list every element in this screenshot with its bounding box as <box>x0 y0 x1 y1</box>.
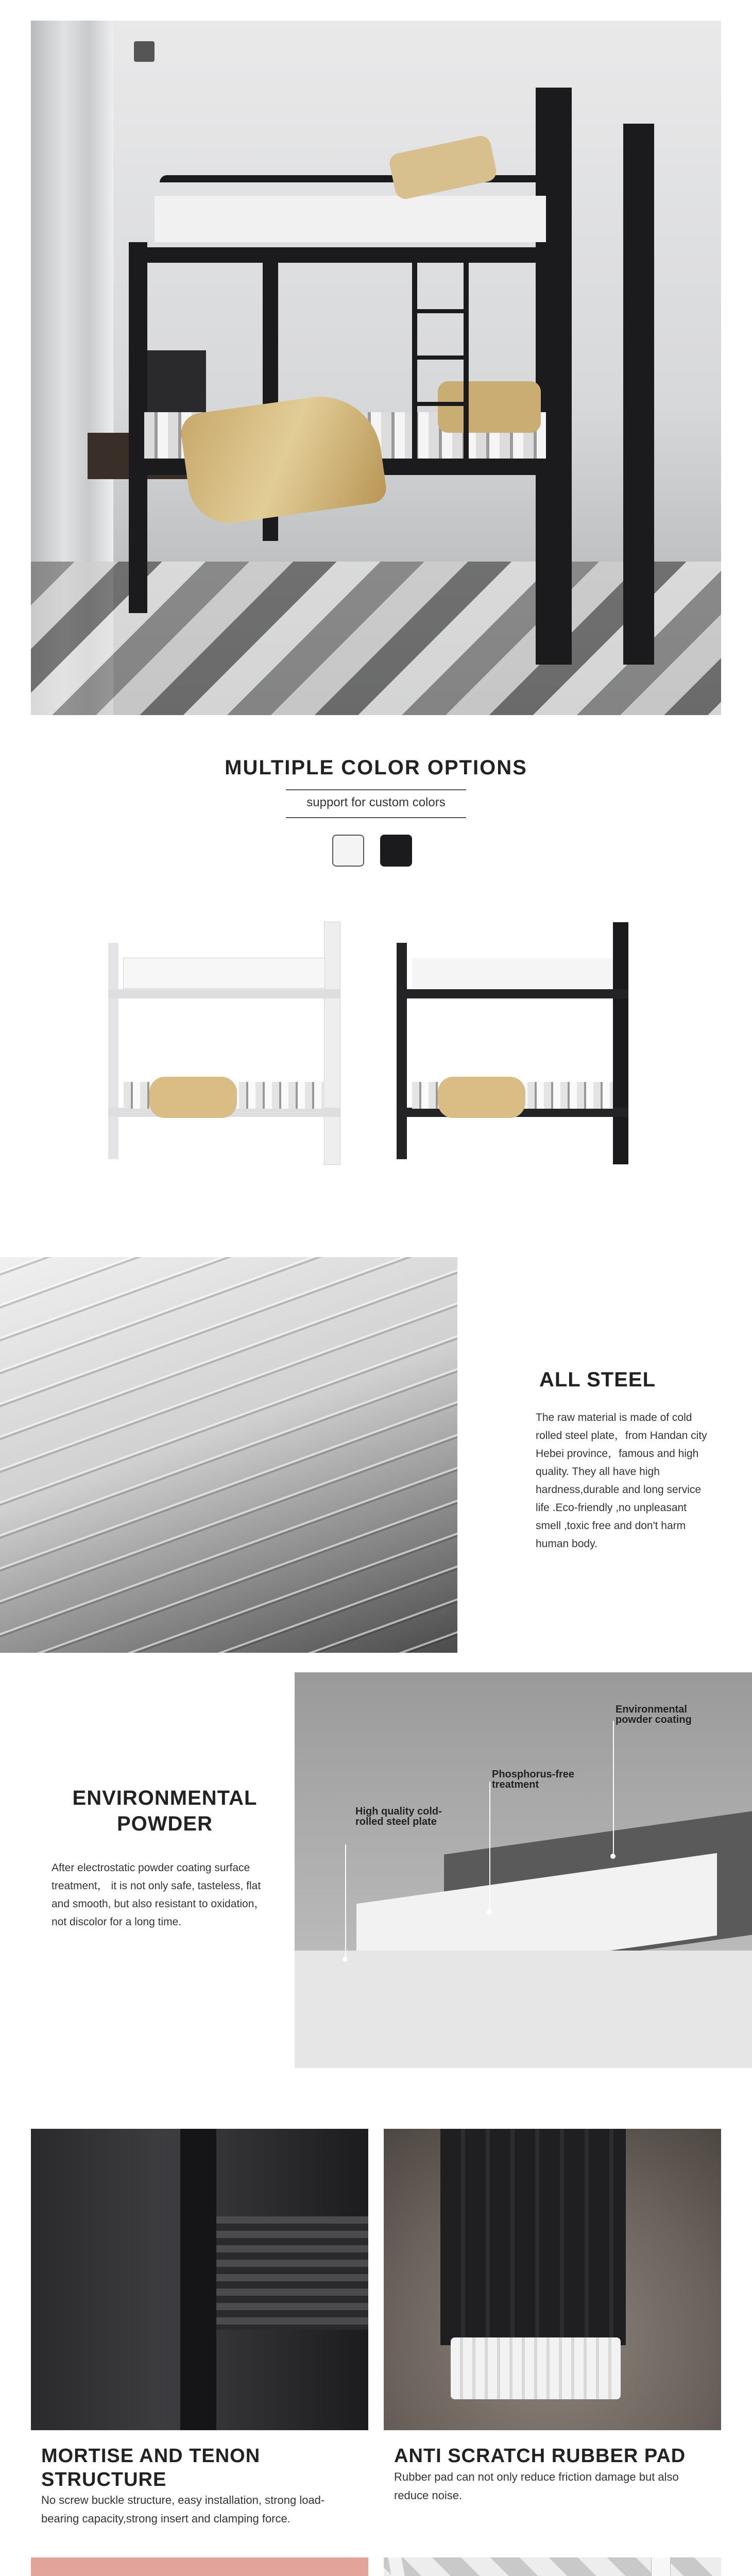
upper-guardrail <box>160 175 572 182</box>
coating-layer-bottom <box>295 1951 752 2068</box>
pointer-line <box>489 1782 490 1910</box>
rubber-pad-photo <box>384 2129 721 2430</box>
title-divider <box>286 817 466 818</box>
pointer-dot <box>343 1957 348 1962</box>
powder-coating-layers-diagram <box>295 1672 752 2068</box>
black-color-swatch[interactable] <box>380 835 412 867</box>
hero-bunk-bed-photo <box>31 21 721 715</box>
environmental-title-line1: ENVIRONMENTAL <box>72 1787 258 1809</box>
guardrail-photo <box>31 2557 368 2576</box>
lamp <box>144 350 206 412</box>
pointer-line <box>345 1844 346 1958</box>
pointer-dot <box>610 1854 616 1859</box>
upper-mattress <box>155 196 546 242</box>
environmental-text: After electrostatic powder coating surface treatment， it is not only safe, tasteless, flat and smooth, but also resistant to oxidation，not discolor for a long time. <box>52 1862 265 1928</box>
mortise-title: MORTISE AND TENON STRUCTURE <box>41 2445 261 2490</box>
ladder-side <box>412 263 417 459</box>
steel-plates-photo <box>0 1257 457 1653</box>
title-divider <box>286 789 466 790</box>
lower-pillow <box>438 381 541 433</box>
white-color-swatch[interactable] <box>332 835 364 867</box>
bed-post-back <box>623 124 654 665</box>
layer-label-coating: Environmental powder coating <box>616 1704 692 1725</box>
all-steel-title: ALL STEEL <box>539 1368 656 1391</box>
upper-pillow <box>388 134 498 201</box>
rubber-pad-text: Rubber pad can not only reduce friction damage but also reduce noise. <box>394 2470 679 2502</box>
mortise-tenon-photo <box>31 2129 368 2430</box>
mortise-text: No screw buckle structure, easy installation, strong load-bearing capacity,strong insert and clamping force. <box>41 2494 325 2525</box>
color-options-subtitle: support for custom colors <box>306 795 446 809</box>
layer-label-phosphorus: Phosphorus-free treatment <box>492 1769 575 1790</box>
white-bunk-bed-image <box>108 922 355 1164</box>
ladder-step <box>412 309 469 313</box>
bed-post-front <box>536 88 572 665</box>
rubber-pad-title: ANTI SCRATCH RUBBER PAD <box>394 2445 686 2467</box>
ceiling-light-icon <box>134 41 155 62</box>
anti-skid-ladder-photo <box>384 2557 721 2576</box>
upper-frame-rail <box>129 247 572 263</box>
ladder-side <box>464 263 469 459</box>
ladder-step <box>412 355 469 360</box>
pointer-dot <box>487 1909 492 1914</box>
layer-label-steel: High quality cold-rolled steel plate <box>355 1806 442 1827</box>
pointer-line <box>613 1721 614 1855</box>
black-bunk-bed-image <box>397 922 644 1164</box>
environmental-title-line2: POWDER <box>117 1812 213 1835</box>
lower-blanket <box>179 389 388 529</box>
ladder-step <box>412 402 469 406</box>
all-steel-text: The raw material is made of cold rolled steel plate，from Handan city Hebei province，famous and high quality. They all have high hardness,durable and long service life .Eco-friendly ,no unpleasant smell ,toxic free and don't harm human body. <box>536 1412 707 1550</box>
color-options-title: MULTIPLE COLOR OPTIONS <box>225 756 527 779</box>
